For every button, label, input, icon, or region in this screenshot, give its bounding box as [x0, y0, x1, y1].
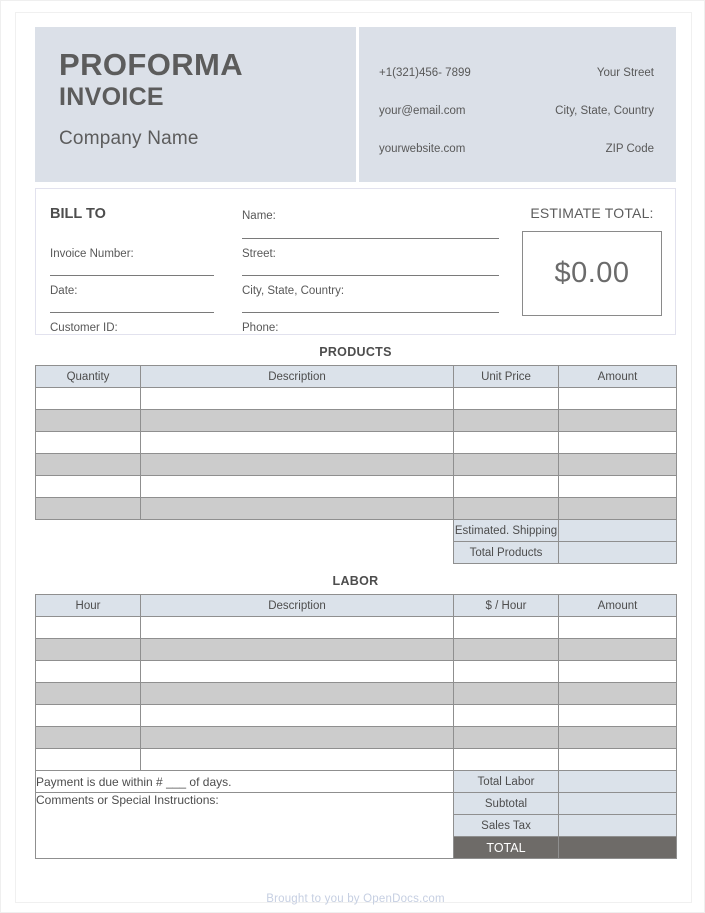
product-quantity-cell[interactable]: [36, 476, 141, 498]
phone-field[interactable]: Phone:: [242, 322, 279, 334]
contact-zip: ZIP Code: [605, 143, 654, 155]
spacer-cell: [141, 542, 454, 564]
header-branding: [35, 27, 359, 182]
subtotal-value[interactable]: [559, 793, 677, 815]
product-description-cell[interactable]: [141, 410, 454, 432]
estimate-total-value: $0.00: [554, 257, 630, 289]
labor-col-hour: Hour: [36, 595, 141, 617]
labor-amount-cell[interactable]: [559, 639, 677, 661]
product-unit-price-cell[interactable]: [454, 476, 559, 498]
name-field[interactable]: Name:: [242, 203, 499, 239]
table-row[interactable]: [36, 639, 677, 661]
bill-to-middle-column: [228, 189, 513, 334]
table-row[interactable]: [36, 432, 677, 454]
products-header-row: [36, 366, 677, 388]
product-amount-cell[interactable]: [559, 498, 677, 520]
labor-description-cell[interactable]: [141, 617, 454, 639]
product-amount-cell[interactable]: [559, 432, 677, 454]
payment-terms-row: [36, 771, 677, 793]
products-col-quantity: Quantity: [36, 366, 141, 388]
company-name: Company Name: [59, 128, 199, 150]
labor-hour-cell[interactable]: [36, 639, 141, 661]
spacer-cell: [36, 520, 141, 542]
products-col-unit-price: Unit Price: [454, 366, 559, 388]
document-sheet: [15, 12, 692, 903]
bill-to-heading: BILL TO: [50, 206, 106, 222]
labor-amount-cell[interactable]: [559, 727, 677, 749]
grand-total-label: TOTAL: [454, 837, 559, 859]
product-unit-price-cell[interactable]: [454, 410, 559, 432]
city-state-country-field[interactable]: City, State, Country:: [242, 276, 499, 313]
product-unit-price-cell[interactable]: [454, 498, 559, 520]
labor-hour-cell[interactable]: [36, 749, 141, 771]
product-quantity-cell[interactable]: [36, 432, 141, 454]
table-row[interactable]: [36, 498, 677, 520]
table-row[interactable]: [36, 454, 677, 476]
invoice-number-field[interactable]: Invoice Number:: [50, 239, 214, 276]
product-unit-price-cell[interactable]: [454, 432, 559, 454]
page-title: PROFORMA: [59, 47, 244, 82]
sales-tax-label: Sales Tax: [454, 815, 559, 837]
table-row[interactable]: [36, 705, 677, 727]
labor-table: [35, 594, 677, 859]
footer-attribution: Brought to you by OpenDocs.com: [266, 893, 445, 905]
labor-description-cell[interactable]: [141, 661, 454, 683]
labor-rate-cell[interactable]: [454, 683, 559, 705]
product-description-cell[interactable]: [141, 454, 454, 476]
labor-description-cell[interactable]: [141, 727, 454, 749]
payment-terms-text[interactable]: Payment is due within # ___ of days.: [36, 771, 454, 793]
bill-to-panel: [35, 188, 676, 335]
product-unit-price-cell[interactable]: [454, 454, 559, 476]
contact-phone: +1(321)456- 7899: [379, 67, 471, 79]
labor-description-cell[interactable]: [141, 683, 454, 705]
labor-rate-cell[interactable]: [454, 661, 559, 683]
contact-website: yourwebsite.com: [379, 143, 466, 155]
labor-description-cell[interactable]: [141, 749, 454, 771]
table-row[interactable]: [36, 410, 677, 432]
header-contact-info: [359, 27, 676, 182]
contact-email: your@email.com: [379, 105, 466, 117]
labor-hour-cell[interactable]: [36, 683, 141, 705]
customer-id-field[interactable]: Customer ID:: [50, 322, 118, 334]
bill-to-left-column: [36, 189, 228, 334]
product-quantity-cell[interactable]: [36, 498, 141, 520]
comments-text[interactable]: Comments or Special Instructions:: [36, 793, 454, 859]
subtotal-label: Subtotal: [454, 793, 559, 815]
table-row[interactable]: [36, 727, 677, 749]
sales-tax-value[interactable]: [559, 815, 677, 837]
product-description-cell[interactable]: [141, 476, 454, 498]
contact-city: City, State, Country: [555, 105, 654, 117]
labor-hour-cell[interactable]: [36, 617, 141, 639]
table-row[interactable]: [36, 749, 677, 771]
table-row[interactable]: [36, 617, 677, 639]
estimated-shipping-value[interactable]: [559, 520, 677, 542]
labor-rate-cell[interactable]: [454, 705, 559, 727]
labor-amount-cell[interactable]: [559, 617, 677, 639]
contact-row: [379, 105, 654, 117]
products-col-description: Description: [141, 366, 454, 388]
product-amount-cell[interactable]: [559, 388, 677, 410]
total-products-row: [36, 542, 677, 564]
product-amount-cell[interactable]: [559, 476, 677, 498]
product-quantity-cell[interactable]: [36, 388, 141, 410]
spacer-cell: [36, 542, 141, 564]
labor-col-description: Description: [141, 595, 454, 617]
table-row[interactable]: [36, 388, 677, 410]
grand-total-value[interactable]: [559, 837, 677, 859]
product-description-cell[interactable]: [141, 498, 454, 520]
street-field[interactable]: Street:: [242, 239, 499, 276]
table-row[interactable]: [36, 476, 677, 498]
labor-hour-cell[interactable]: [36, 705, 141, 727]
product-amount-cell[interactable]: [559, 454, 677, 476]
contact-row: [379, 67, 654, 79]
total-labor-value[interactable]: [559, 771, 677, 793]
product-description-cell[interactable]: [141, 388, 454, 410]
labor-rate-cell[interactable]: [454, 617, 559, 639]
table-row[interactable]: [36, 683, 677, 705]
document-content: [35, 27, 676, 905]
estimate-total-label: ESTIMATE TOTAL:: [530, 205, 654, 221]
labor-hour-cell[interactable]: [36, 727, 141, 749]
labor-amount-cell[interactable]: [559, 749, 677, 771]
estimate-total-column: [513, 189, 675, 334]
products-table: [35, 365, 677, 564]
labor-col-amount: Amount: [559, 595, 677, 617]
estimated-shipping-label: Estimated. Shipping: [454, 520, 559, 542]
labor-description-cell[interactable]: [141, 705, 454, 727]
labor-amount-cell[interactable]: [559, 705, 677, 727]
estimated-shipping-row: [36, 520, 677, 542]
table-row[interactable]: [36, 661, 677, 683]
products-col-amount: Amount: [559, 366, 677, 388]
total-labor-label: Total Labor: [454, 771, 559, 793]
labor-rate-cell[interactable]: [454, 727, 559, 749]
labor-col-rate: $ / Hour: [454, 595, 559, 617]
product-description-cell[interactable]: [141, 432, 454, 454]
labor-rate-cell[interactable]: [454, 749, 559, 771]
invoice-header: [35, 27, 676, 182]
product-unit-price-cell[interactable]: [454, 388, 559, 410]
labor-amount-cell[interactable]: [559, 683, 677, 705]
product-quantity-cell[interactable]: [36, 410, 141, 432]
estimate-total-box: [522, 231, 662, 316]
page-subtitle: INVOICE: [59, 83, 164, 112]
contact-street: Your Street: [596, 67, 654, 79]
labor-description-cell[interactable]: [141, 639, 454, 661]
product-amount-cell[interactable]: [559, 410, 677, 432]
products-section-title: PRODUCTS: [319, 345, 392, 359]
total-products-label: Total Products: [454, 542, 559, 564]
contact-row: [379, 143, 654, 155]
spacer-cell: [141, 520, 454, 542]
labor-section-title: LABOR: [332, 574, 379, 588]
labor-amount-cell[interactable]: [559, 661, 677, 683]
labor-header-row: [36, 595, 677, 617]
total-products-value[interactable]: [559, 542, 677, 564]
comments-subtotal-row: [36, 793, 677, 815]
labor-hour-cell[interactable]: [36, 661, 141, 683]
product-quantity-cell[interactable]: [36, 454, 141, 476]
date-field[interactable]: Date:: [50, 276, 214, 313]
labor-rate-cell[interactable]: [454, 639, 559, 661]
